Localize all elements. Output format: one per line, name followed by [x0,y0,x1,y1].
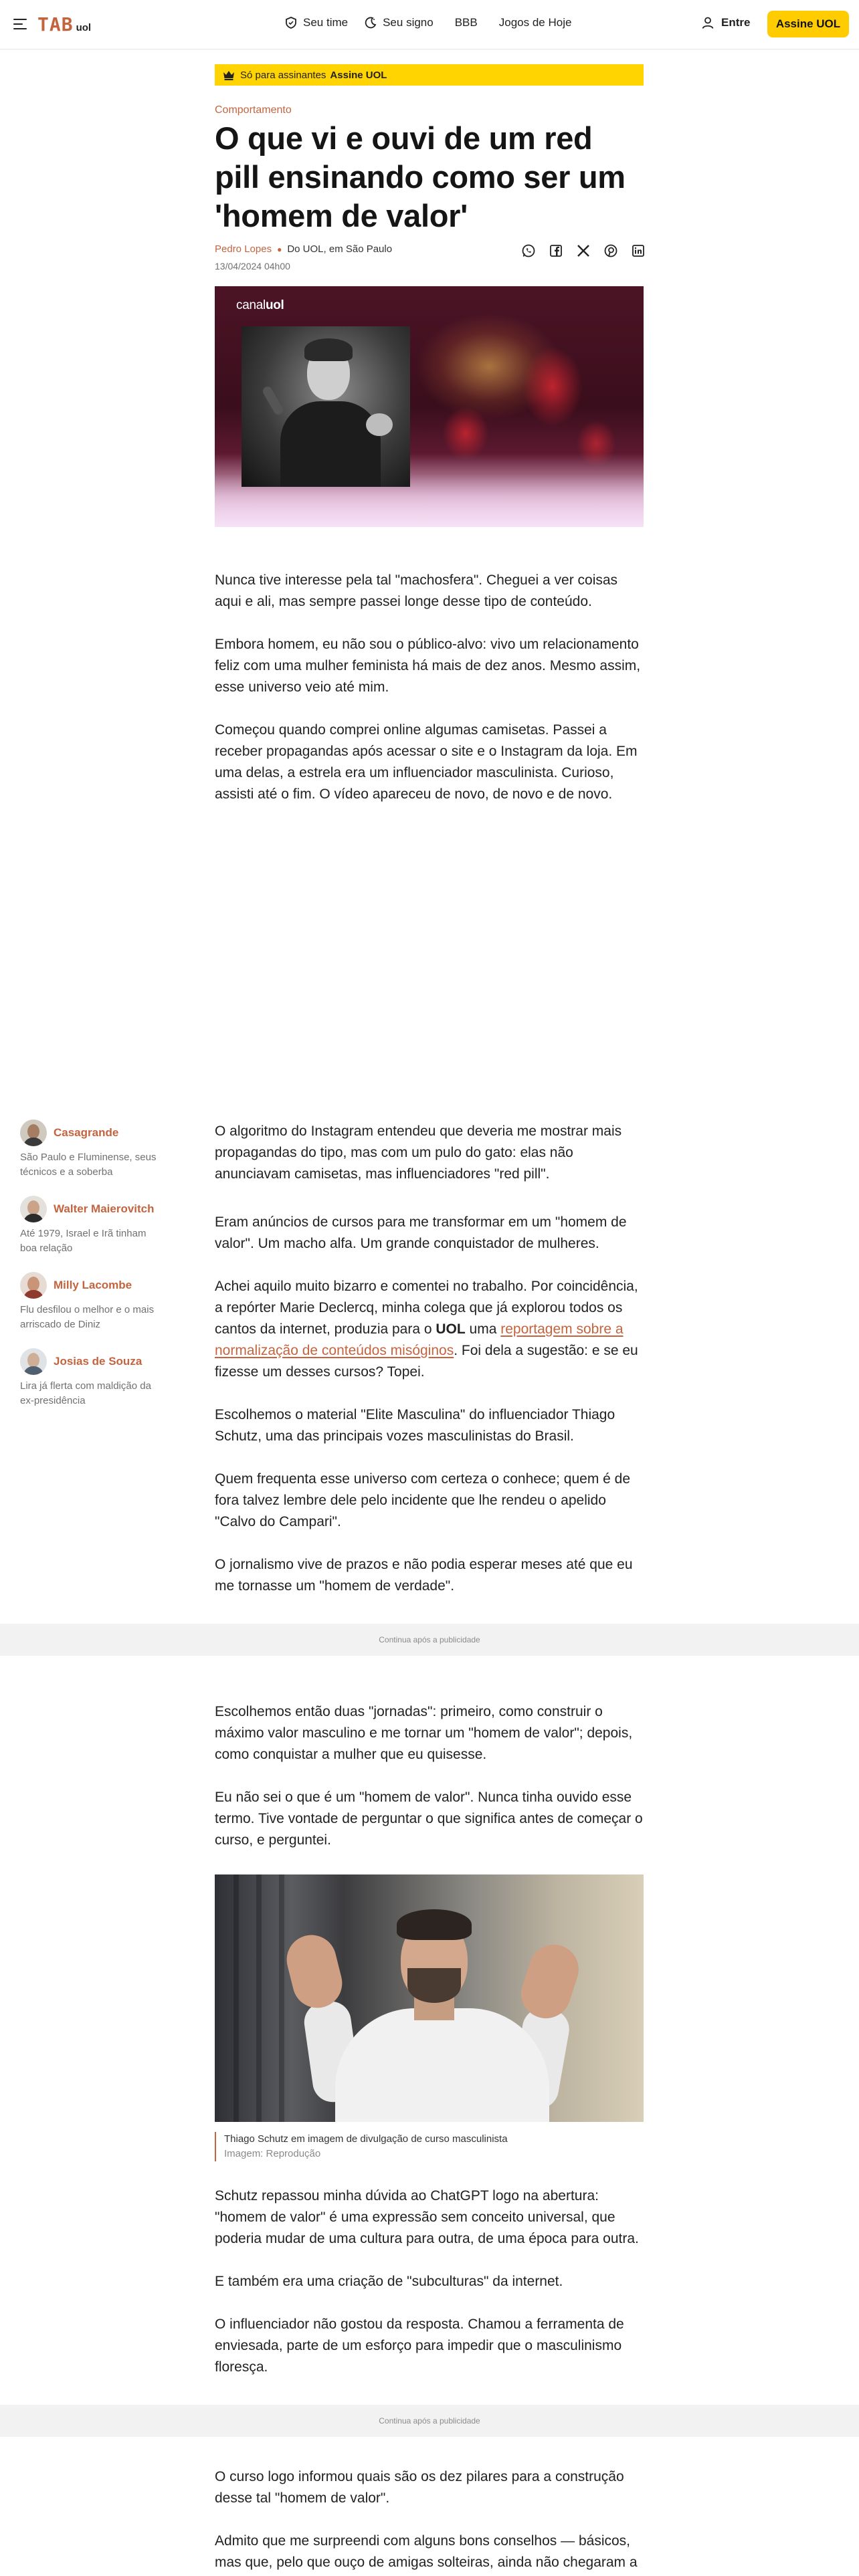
article-title: O que vi e ouvi de um red pill ensinando como ser um 'homem de valor' [215,120,626,233]
person-hair [304,338,353,361]
nav-bbb[interactable] [455,16,478,29]
article-paragraph-with-link [215,1276,644,1383]
pinterest-icon[interactable] [602,242,619,259]
article-category[interactable]: Comportamento [215,104,292,116]
avatar [20,1196,47,1222]
red-light [522,346,583,427]
subscribe-button[interactable]: Assine UOL [767,11,849,37]
columnist-item[interactable] [20,1196,161,1256]
article-paragraph: Eu não sei o que é um "homem de valor". Nunca tinha ouvido esse termo. Tive vontade de perguntar o que significa antes de começar o curso, e perguntei. [215,1790,643,1848]
avatar [20,1272,47,1299]
person-hand [515,1938,585,2024]
columnist-headline: São Paulo e Fluminense, seus técnicos e a soberba [20,1152,157,1178]
columnist-item[interactable] [20,1348,161,1408]
article-paragraph: Escolhemos o material "Elite Masculina" do influenciador Thiago Schutz, uma das principais vozes masculinistas do Brasil. [215,1407,615,1444]
article-source: Do UOL, em São Paulo [287,243,393,255]
nav-label: Seu signo [383,16,434,29]
nav-seu-signo[interactable] [364,16,434,29]
avatar [20,1119,47,1146]
canal-uol-logo [236,298,284,313]
article-paragraph: O influenciador não gostou da resposta. Chamou a ferramenta de enviesada, parte de um esforço para impedir que o masculinismo floresça. [215,2317,624,2375]
article-paragraph: Schutz repassou minha dúvida ao ChatGPT logo na abertura: "homem de valor" é uma expressão sem conceito universal, que poderia mudar de uma cultura para outra, de uma época para outra. [215,2188,639,2246]
article-paragraph: Eram anúncios de cursos para me transformar em um "homem de valor". Um macho alfa. Um grande conquistador de mulheres. [215,1214,627,1251]
columnist-name: Walter Maierovitch [54,1202,155,1215]
top-nav [284,16,571,29]
person-hair [397,1909,472,1940]
subscribers-banner[interactable] [215,64,644,86]
curtain-fold [256,1874,262,2122]
person-hand [366,413,393,436]
banner-text: Só para assinantes [240,69,326,81]
text-run: uma [465,1321,501,1337]
author-link[interactable]: Pedro Lopes [215,243,272,255]
site-header [0,0,859,49]
site-logo[interactable] [37,13,91,35]
login-link[interactable] [701,16,750,29]
columnist-name: Milly Lacombe [54,1279,132,1291]
person-body [280,401,381,487]
person-shirt [335,2008,549,2122]
share-bar [520,242,647,259]
photo-caption [215,2132,644,2161]
logo-canal: canal [236,298,266,312]
report-link[interactable]: reportagem sobre a normalização de conteúdos misóginos [215,1321,624,1358]
person-hand [282,1930,347,2014]
whatsapp-icon[interactable] [520,242,537,259]
shield-icon [284,16,298,29]
text-run: . Foi dela a sugestão: e se eu fizesse um desses cursos? Topei. [215,1343,638,1380]
facebook-icon[interactable] [547,242,565,259]
text-bold: UOL [436,1321,466,1337]
columnist-headline: Lira já flerta com maldição da ex-presidência [20,1380,151,1406]
curtain-fold [279,1874,284,2122]
logo-tab: TAB [37,13,74,35]
article-date: 13/04/2024 04h00 [215,261,290,272]
nav-seu-time[interactable] [284,16,348,29]
login-label: Entre [721,16,751,29]
user-icon [701,16,714,29]
curtain-fold [233,1874,239,2122]
moon-icon [364,16,377,29]
article-paragraph: Embora homem, eu não sou o público-alvo: vivo um relacionamento feliz com uma mulher feminista há mais de dez anos. Mesmo assim, esse universo veio até mim. [215,637,641,695]
nav-label: Jogos de Hoje [498,16,572,29]
linkedin-icon[interactable] [630,242,647,259]
columnist-item[interactable] [20,1119,161,1180]
nav-label: BBB [454,16,478,29]
person-beard [407,1968,461,2003]
podcast-photo [242,326,410,487]
hero-image[interactable] [215,286,644,527]
text-run: Achei aquilo muito bizarro e comentei no trabalho. Por coincidência, a repórter Marie Declercq, minha colega que já explorou todos os cantos da internet, produzia para o [215,1279,638,1337]
columnist-head [20,1348,161,1375]
banner-brand: Assine UOL [330,69,387,81]
logo-uol-text: uol [265,298,284,312]
article-paragraph: Quem frequenta esse universo com certeza o conhece; quem é de fora talvez lembre dele pelo incidente que lhe rendeu o apelido "Calvo do Campari". [215,1471,631,1529]
article-paragraph: Começou quando comprei online algumas camisetas. Passei a receber propagandas após acessar o site e o Instagram da loja. Em uma delas, a estrela era um influenciador masculinista. Curioso, assisti até o fim. O vídeo apareceu de novo, de novo e de novo. [215,722,638,802]
columnist-name: Casagrande [54,1126,119,1139]
byline-separator: ● [277,244,282,254]
avatar [20,1348,47,1375]
x-icon[interactable] [575,242,592,259]
caption-text: Thiago Schutz em imagem de divulgação de curso masculinista [224,2133,508,2145]
logo-uol: uol [76,22,92,33]
article-paragraph: Admito que me surpreendi com alguns bons conselhos — básicos, mas que, pelo que ouço de amigas solteiras, ainda não chegaram a [215,2533,638,2570]
columnist-headline: Flu desfilou o melhor e o mais arriscado de Diniz [20,1304,155,1330]
menu-icon[interactable] [13,19,27,29]
columnist-headline: Até 1979, Israel e Irã tinham boa relação [20,1228,147,1254]
caption-credit: Imagem: Reprodução [224,2148,321,2159]
columnist-head [20,1196,161,1222]
crown-icon [223,70,235,80]
columnist-head [20,1272,161,1299]
red-light [442,407,489,460]
article-paragraph: Nunca tive interesse pela tal "machosfera". Cheguei a ver coisas aqui e ali, mas sempre passei longe desse tipo de conteúdo. [215,572,618,609]
article-paragraph: O algoritmo do Instagram entendeu que deveria me mostrar mais propagandas do tipo, mas com um pulo do gato: elas não anunciavam camisetas, mas influenciadores "red pill". [215,1123,622,1182]
article-paragraph: E também era uma criação de "subculturas" da internet. [215,2274,563,2289]
microphone [261,385,284,417]
nav-jogos-de-hoje[interactable] [499,16,572,29]
article-paragraph: O jornalismo vive de prazos e não podia esperar meses até que eu me tornasse um "homem de verdade". [215,1557,633,1594]
article-photo[interactable] [215,1874,644,2122]
article-paragraph: Escolhemos então duas "jornadas": primeiro, como construir o máximo valor masculino e me tornar um "homem de valor"; depois, como conquistar a mulher que eu quisesse. [215,1704,633,1762]
nav-label: Seu time [303,16,349,29]
ad-separator: Continua após a publicidade [0,1624,859,1656]
columnist-name: Josias de Souza [54,1355,142,1368]
columnists-sidebar [20,1119,161,1424]
columnist-item[interactable] [20,1272,161,1332]
columnist-head [20,1119,161,1146]
article-paragraph: O curso logo informou quais são os dez pilares para a construção desse tal "homem de valor". [215,2469,624,2506]
ad-separator: Continua após a publicidade [0,2405,859,2437]
